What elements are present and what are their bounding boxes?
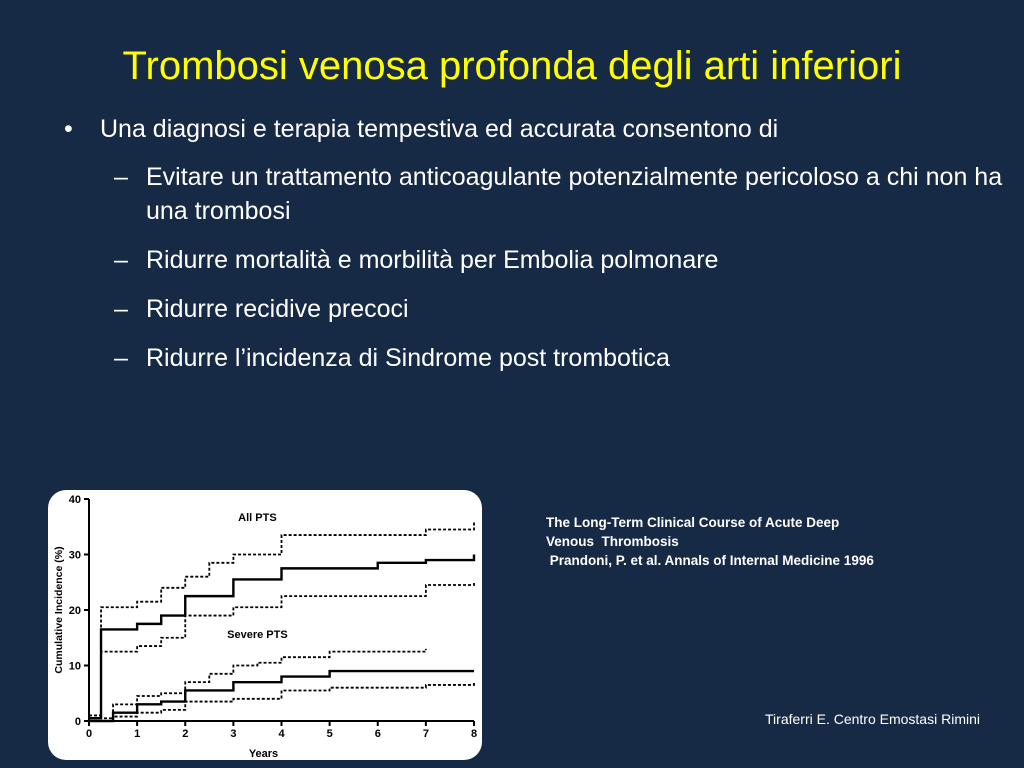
series-line	[89, 682, 474, 721]
sub-bullet-text: Ridurre l’incidenza di Sindrome post trombotica	[146, 344, 670, 372]
citation	[546, 513, 986, 570]
x-tick-label: 7	[422, 728, 429, 740]
chart-annotation: Severe PTS	[227, 628, 288, 641]
sub-bullet-item	[60, 341, 1010, 375]
x-tick-label: 5	[326, 728, 333, 740]
sub-bullet-text: Evitare un trattamento anticoagulante potenzialmente pericoloso a chi non ha una trombosi	[146, 163, 1003, 225]
sub-bullet-item	[60, 243, 1010, 277]
sub-bullet-mark: –	[114, 295, 128, 323]
sub-bullet-mark: –	[114, 163, 128, 191]
bullet-text: Una diagnosi e terapia tempestiva ed accurata consentono di	[100, 115, 779, 143]
sub-bullet-mark: –	[114, 344, 128, 372]
x-tick-label: 8	[470, 728, 478, 740]
footer-credit: Tiraferri E. Centro Emostasi Rimini	[765, 711, 980, 727]
x-axis-label: Years	[248, 748, 279, 760]
bullet-item	[60, 112, 1010, 146]
series-line	[89, 521, 474, 715]
pts-chart-image	[48, 490, 482, 760]
y-tick-label: 40	[68, 494, 81, 506]
pts-chart	[48, 490, 482, 760]
citation-line: Prandoni, P. et al. Annals of Internal Medicine 1996	[546, 553, 874, 568]
chart-annotation: All PTS	[238, 512, 277, 525]
x-tick-label: 6	[374, 728, 381, 740]
y-tick-label: 0	[74, 716, 81, 728]
citation-line: The Long-Term Clinical Course of Acute Deep	[546, 515, 840, 530]
x-tick-label: 2	[182, 728, 189, 740]
y-tick-label: 30	[68, 549, 81, 562]
sub-bullet-text: Ridurre recidive precoci	[146, 295, 409, 323]
bullet-mark: •	[64, 115, 73, 143]
sub-bullet-text: Ridurre mortalità e morbilità per Embolia polmonare	[146, 246, 719, 274]
citation-line: Venous Thrombosis	[546, 534, 679, 549]
sub-bullet-mark: –	[114, 246, 128, 274]
y-tick-label: 20	[68, 605, 81, 617]
y-tick-label: 10	[68, 660, 81, 673]
y-axis-label: Cumulative Incidence (%)	[53, 546, 65, 674]
bullet-list	[60, 112, 1010, 390]
x-tick-label: 3	[230, 728, 237, 740]
series-line	[89, 649, 426, 718]
series-line	[89, 582, 474, 721]
x-tick-label: 0	[85, 728, 93, 740]
sub-bullet-item	[60, 292, 1010, 326]
slide-title: Trombosi venosa profonda degli arti inferiori	[122, 44, 902, 88]
x-tick-label: 1	[134, 728, 141, 740]
x-tick-label: 4	[278, 728, 285, 740]
sub-bullet-item	[60, 160, 1010, 228]
